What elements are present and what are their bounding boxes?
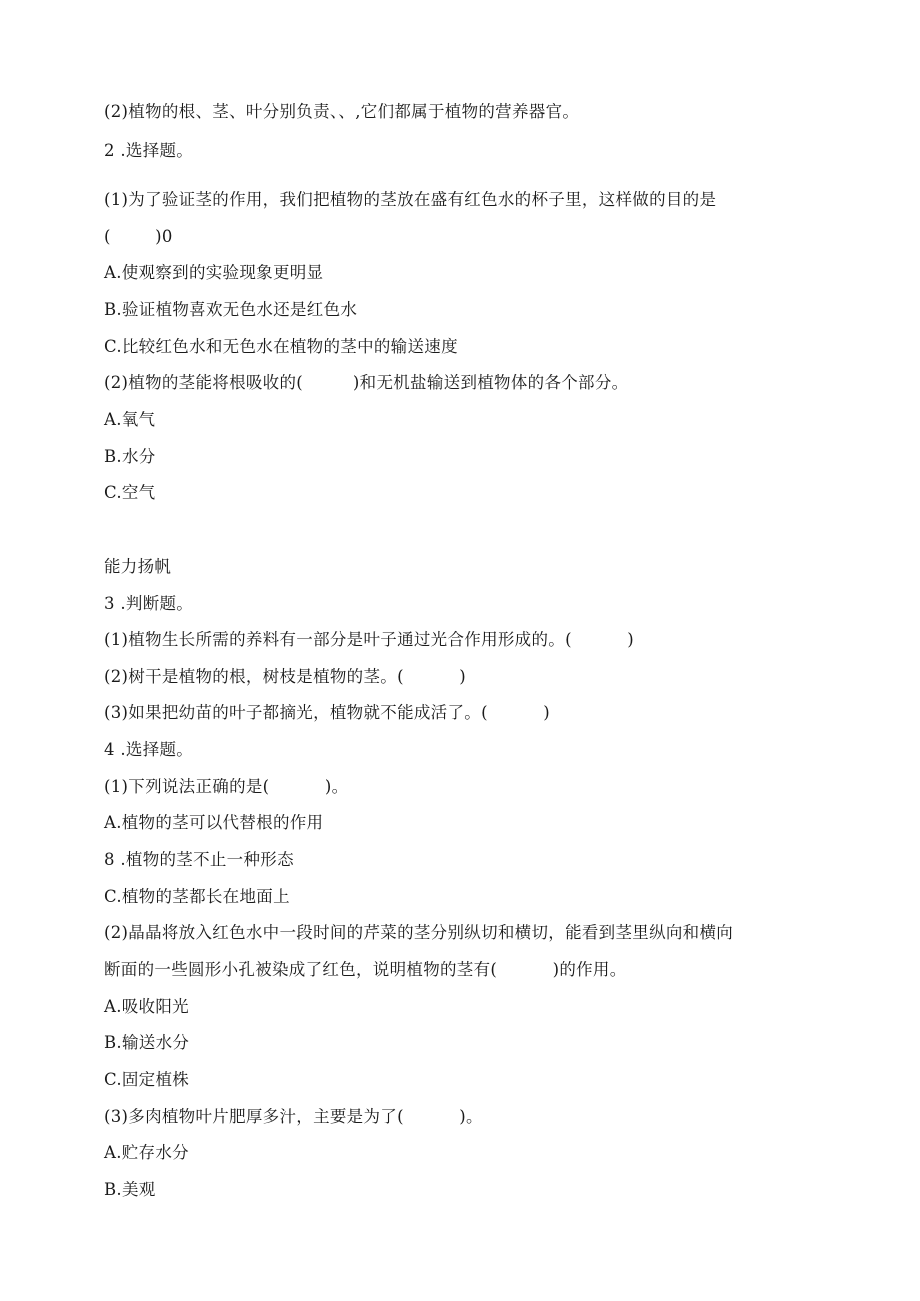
q4-part2-text-line2: 断面的一些圆形小孔被染成了红色，说明植物的茎有( )的作用。 <box>104 960 627 979</box>
q4-heading: 4 .选择题。 <box>104 740 194 759</box>
q4-part2-option-c: C.固定植株 <box>104 1070 190 1089</box>
q4-part3-option-a: A.贮存水分 <box>104 1143 189 1162</box>
q2-part1-option-c: C.比较红色水和无色水在植物的茎中的输送速度 <box>104 337 458 356</box>
q2-heading: 2 .选择题。 <box>104 141 194 160</box>
q4-part3-option-b: B.美观 <box>104 1180 156 1199</box>
q2-part1-option-b: B.验证植物喜欢无色水还是红色水 <box>104 300 358 319</box>
q2-part2-option-b: B.水分 <box>104 447 156 466</box>
q3-part3-text: (3)如果把幼苗的叶子都摘光，植物就不能成活了。( ) <box>104 703 550 722</box>
q4-part1-text: (1)下列说法正确的是( )。 <box>104 777 349 796</box>
q2-part2-option-c: C.空气 <box>104 483 156 502</box>
q2-part2-text: (2)植物的茎能将根吸收的( )和无机盐输送到植物体的各个部分。 <box>104 373 629 392</box>
q3-part2-text: (2)树干是植物的根，树枝是植物的茎。( ) <box>104 667 466 686</box>
q4-part3-text: (3)多肉植物叶片肥厚多汁，主要是为了( )。 <box>104 1107 483 1126</box>
q4-part2-option-b: B.输送水分 <box>104 1033 190 1052</box>
q2-part1-text: (1)为了验证茎的作用，我们把植物的茎放在盛有红色水的杯子里，这样做的目的是 <box>104 190 717 209</box>
q4-part1-option-b: 8 .植物的茎不止一种形态 <box>104 850 294 869</box>
q2-part1-blank: ( )0 <box>104 227 173 246</box>
q4-part1-option-a: A.植物的茎可以代替根的作用 <box>104 813 324 832</box>
q4-part2-text-line1: (2)晶晶将放入红色水中一段时间的芹菜的茎分别纵切和横切，能看到茎里纵向和横向 <box>104 923 734 942</box>
q3-part1-text: (1)植物生长所需的养料有一部分是叶子通过光合作用形成的。( ) <box>104 630 634 649</box>
q4-part2-option-a: A.吸收阳光 <box>104 997 189 1016</box>
q2-part1-option-a: A.使观察到的实验现象更明显 <box>104 263 324 282</box>
q3-heading: 3 .判断题。 <box>104 594 194 613</box>
q1-part2-text: (2)植物的根、茎、叶分别负责、、,它们都属于植物的营养器官。 <box>104 102 580 121</box>
q2-part2-option-a: A.氧气 <box>104 410 156 429</box>
section-heading: 能力扬帆 <box>104 557 172 576</box>
q4-part1-option-c: C.植物的茎都长在地面上 <box>104 887 290 906</box>
